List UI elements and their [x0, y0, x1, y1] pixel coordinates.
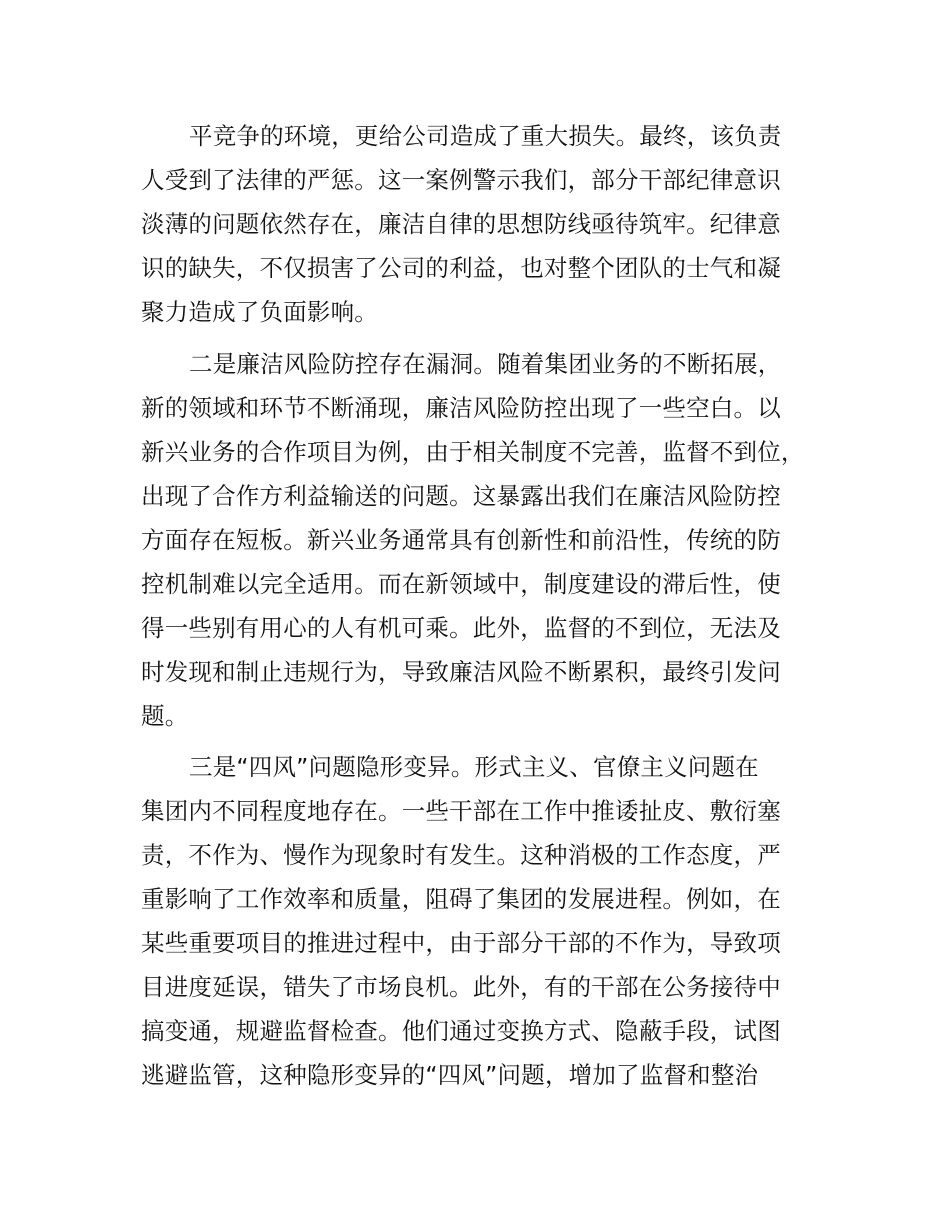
text-line: 平竞争的环境，更给公司造成了重大损失。最终，该负责: [189, 122, 782, 150]
text-line: 淡薄的问题依然存在，廉洁自律的思想防线亟待筑牢。纪律意: [141, 210, 781, 238]
text-line: 时发现和制止违规行为，导致廉洁风险不断累积，最终引发问: [141, 658, 781, 686]
text-line: 目进度延误，错失了市场良机。此外，有的干部在公务接待中: [141, 973, 781, 1001]
text-line: 方面存在短板。新兴业务通常具有创新性和前沿性，传统的防: [141, 526, 781, 554]
text-line: 控机制难以完全适用。而在新领域中，制度建设的滞后性，使: [141, 570, 781, 598]
text-line: 某些重要项目的推进过程中，由于部分干部的不作为，导致项: [141, 929, 781, 957]
text-line: 识的缺失，不仅损害了公司的利益，也对整个团队的士气和凝: [141, 254, 781, 282]
text-line: 聚力造成了负面影响。: [141, 298, 378, 326]
text-line: 重影响了工作效率和质量，阻碍了集团的发展进程。例如，在: [141, 885, 781, 913]
text-line: 新兴业务的合作项目为例，由于相关制度不完善，监督不到位，: [141, 438, 805, 466]
text-line: 题。: [141, 702, 189, 730]
text-line: 责，不作为、慢作为现象时有发生。这种消极的工作态度，严: [141, 841, 781, 869]
text-line: 搞变通，规避监督检查。他们通过变换方式、隐蔽手段，试图: [141, 1017, 781, 1045]
text-line: 逃避监管，这种隐形变异的“四风”问题，增加了监督和整治: [141, 1061, 759, 1089]
text-line: 出现了合作方利益输送的问题。这暴露出我们在廉洁风险防控: [141, 482, 781, 510]
text-line: 集团内不同程度地存在。一些干部在工作中推诿扯皮、敷衍塞: [141, 797, 781, 825]
text-line: 新的领域和环节不断涌现，廉洁风险防控出现了一些空白。以: [141, 394, 781, 422]
text-line: 二是廉洁风险防控存在漏洞。随着集团业务的不断拓展，: [189, 350, 782, 378]
text-line: 人受到了法律的严惩。这一案例警示我们，部分干部纪律意识: [141, 166, 781, 194]
text-line: 得一些别有用心的人有机可乘。此外，监督的不到位，无法及: [141, 614, 781, 642]
text-line: 三是“四风”问题隐形变异。形式主义、官僚主义问题在: [189, 753, 759, 781]
